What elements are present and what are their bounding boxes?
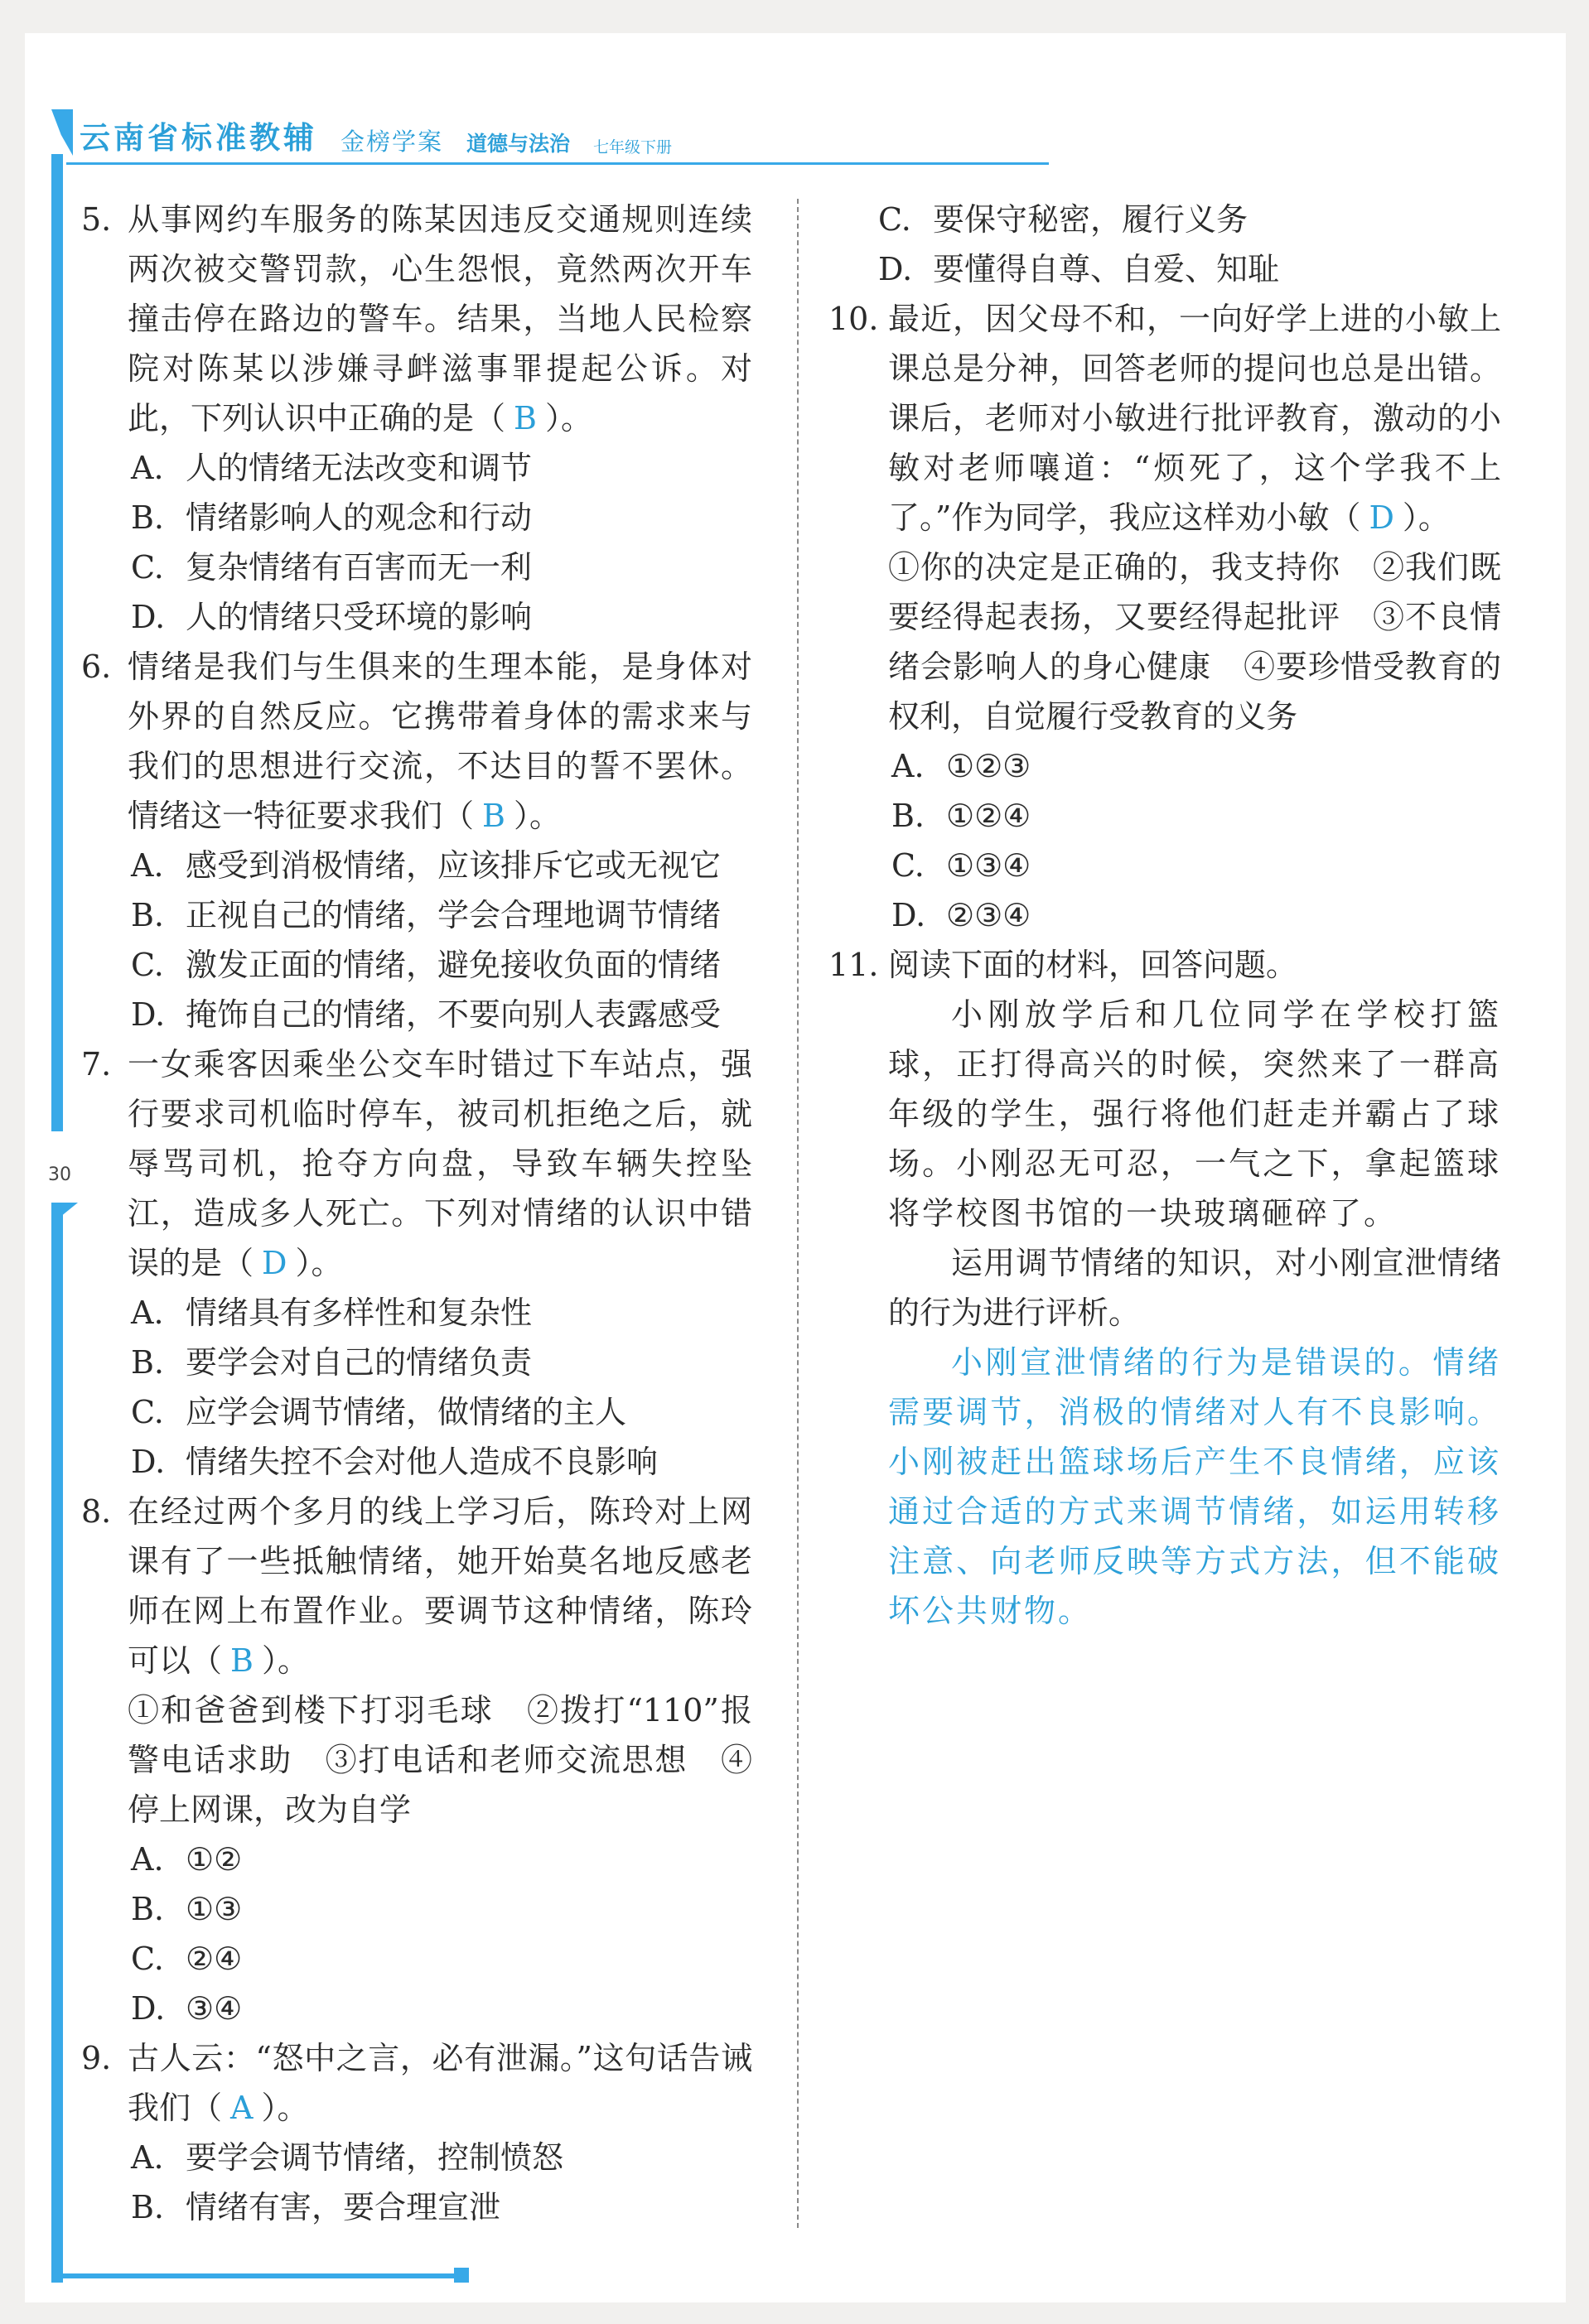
options bbox=[128, 2133, 752, 2232]
options bbox=[128, 841, 752, 1039]
option-b: B. 情绪有害，要合理宣泄 bbox=[131, 2189, 501, 2225]
option-c: C. ①③④ bbox=[891, 847, 1031, 884]
options bbox=[128, 443, 752, 642]
option-d: D. ②③④ bbox=[891, 897, 1031, 933]
header-rule bbox=[66, 162, 1049, 165]
question-7 bbox=[81, 1039, 752, 1487]
option-b: B. 要学会对自己的情绪负责 bbox=[131, 1344, 533, 1381]
question-10 bbox=[828, 294, 1501, 940]
question-stem: 阅读下面的材料，回答问题。 bbox=[888, 947, 1298, 983]
question-number: 5. bbox=[81, 201, 112, 238]
option-c: C. 激发正面的情绪，避免接收负面的情绪 bbox=[131, 947, 722, 983]
option-c: C. 应学会调节情绪，做情绪的主人 bbox=[131, 1394, 627, 1430]
option-a: A. 人的情绪无法改变和调节 bbox=[131, 450, 533, 486]
option-b: B. ①②④ bbox=[891, 798, 1031, 834]
left-rail-top bbox=[51, 154, 63, 1131]
question-5 bbox=[81, 195, 752, 642]
option-d: D. ③④ bbox=[131, 1990, 243, 2027]
option-d: D. 要懂得自尊、自爱、知耻 bbox=[878, 251, 1280, 287]
question-prompt: 运用调节情绪的知识，对小刚宣泄情绪的行为进行评析。 bbox=[888, 1245, 1501, 1331]
option-d: D. 人的情绪只受环境的影响 bbox=[131, 599, 533, 635]
options bbox=[128, 1835, 752, 2033]
left-column bbox=[81, 195, 752, 2232]
answer-letter: B bbox=[482, 798, 505, 834]
option-c: C. 要保守秘密，履行义务 bbox=[878, 201, 1248, 238]
question-stem: 在经过两个多月的线上学习后，陈玲对上网课有了一些抵触情绪，她开始莫名地反感老师在网上布置作业。要调节这种情绪，陈玲可以（ B ）。 bbox=[128, 1493, 752, 1679]
question-8 bbox=[81, 1487, 752, 2033]
option-a: A. 感受到消极情绪，应该排斥它或无视它 bbox=[131, 847, 722, 884]
question-number: 7. bbox=[81, 1046, 112, 1082]
left-rail-bottom bbox=[51, 1214, 63, 2283]
question-number: 9. bbox=[81, 2040, 112, 2076]
question-number: 6. bbox=[81, 649, 112, 685]
question-9 bbox=[81, 2033, 752, 2232]
question-6 bbox=[81, 642, 752, 1039]
question-number: 8. bbox=[81, 1493, 112, 1530]
header-tab-mark bbox=[51, 109, 73, 156]
question-11 bbox=[828, 940, 1501, 1636]
page-number: 30 bbox=[48, 1164, 71, 1185]
footer-rule bbox=[51, 2273, 457, 2278]
answer-letter: D bbox=[1369, 499, 1394, 536]
answer-letter: D bbox=[262, 1245, 287, 1281]
answer-letter: B bbox=[514, 400, 537, 436]
series-title: 云南省标准教辅 bbox=[80, 119, 317, 156]
page-header bbox=[0, 0, 1589, 182]
option-a: A. ①②③ bbox=[891, 748, 1031, 784]
options bbox=[888, 741, 1501, 940]
option-b: B. ①③ bbox=[131, 1891, 243, 1927]
header-text bbox=[80, 116, 672, 157]
question-stem: 古人云：“怒中之言，必有泄漏。”这句话告诫我们（ A ）。 bbox=[128, 2040, 752, 2126]
answer-letter: A bbox=[230, 2090, 254, 2126]
grade-title: 七年级下册 bbox=[593, 138, 673, 157]
question-statements: ①和爸爸到楼下打羽毛球 ②拨打“110”报警电话求助 ③打电话和老师交流思想 ④停上网课，改为自学 bbox=[128, 1692, 752, 1828]
question-stem: 最近，因父母不和，一向好学上进的小敏上课总是分神，回答老师的提问也总是出错。课后，老师对小敏进行批评教育，激动的小敏对老师嚷道：“烦死了，这个学我不上了。”作为同学，我应这样劝小敏（ D ）。 bbox=[888, 301, 1501, 536]
footer-square bbox=[454, 2268, 469, 2283]
question-number: 11. bbox=[828, 947, 879, 983]
subject-title: 道德与法治 bbox=[466, 132, 571, 156]
option-a: A. 情绪具有多样性和复杂性 bbox=[131, 1295, 533, 1331]
option-d: D. 掩饰自己的情绪，不要向别人表露感受 bbox=[131, 996, 722, 1033]
option-b: B. 情绪影响人的观念和行动 bbox=[131, 499, 533, 536]
option-a: A. ①② bbox=[131, 1841, 243, 1878]
column-divider bbox=[797, 199, 799, 2228]
option-c: C. 复杂情绪有百害而无一利 bbox=[131, 549, 533, 586]
question-statements: ①你的决定是正确的，我支持你 ②我们既要经得起表扬，又要经得起批评 ③不良情绪会影响人的身心健康 ④要珍惜受教育的权利，自觉履行受教育的义务 bbox=[888, 549, 1501, 735]
right-column bbox=[828, 195, 1501, 1636]
question-stem: 一女乘客因乘坐公交车时错过下车站点，强行要求司机临时停车，被司机拒绝之后，就辱骂司机，抢夺方向盘，导致车辆失控坠江，造成多人死亡。下列对情绪的认识中错误的是（ D ）。 bbox=[128, 1046, 752, 1281]
question-number: 10. bbox=[828, 301, 879, 337]
question-stem: 情绪是我们与生俱来的生理本能，是身体对外界的自然反应。它携带着身体的需求来与我们的思想进行交流，不达目的誓不罢休。情绪这一特征要求我们（ B ）。 bbox=[128, 649, 752, 834]
question-stem: 从事网约车服务的陈某因违反交通规则连续两次被交警罚款，心生怨恨，竟然两次开车撞击停在路边的警车。结果，当地人民检察院对陈某以涉嫌寻衅滋事罪提起公诉。对此，下列认识中正确的是（ B ）。 bbox=[128, 201, 752, 436]
question-9-continued bbox=[828, 195, 1501, 294]
brand-title: 金榜学案 bbox=[340, 128, 444, 156]
option-b: B. 正视自己的情绪，学会合理地调节情绪 bbox=[131, 897, 722, 933]
options bbox=[128, 1288, 752, 1487]
option-c: C. ②④ bbox=[131, 1941, 243, 1977]
option-a: A. 要学会调节情绪，控制愤怒 bbox=[131, 2139, 564, 2176]
answer-text: 小刚宣泄情绪的行为是错误的。情绪需要调节，消极的情绪对人有不良影响。小刚被赶出篮球场后产生不良情绪，应该通过合适的方式来调节情绪，如运用转移注意、向老师反映等方式方法，但不能破坏公共财物。 bbox=[888, 1344, 1501, 1629]
option-d: D. 情绪失控不会对他人造成不良影响 bbox=[131, 1444, 659, 1480]
answer-letter: B bbox=[230, 1642, 254, 1679]
reading-material: 小刚放学后和几位同学在学校打篮球，正打得高兴的时候，突然来了一群高年级的学生，强行将他们赶走并霸占了球场。小刚忍无可忍，一气之下，拿起篮球将学校图书馆的一块玻璃砸碎了。 bbox=[888, 996, 1501, 1232]
